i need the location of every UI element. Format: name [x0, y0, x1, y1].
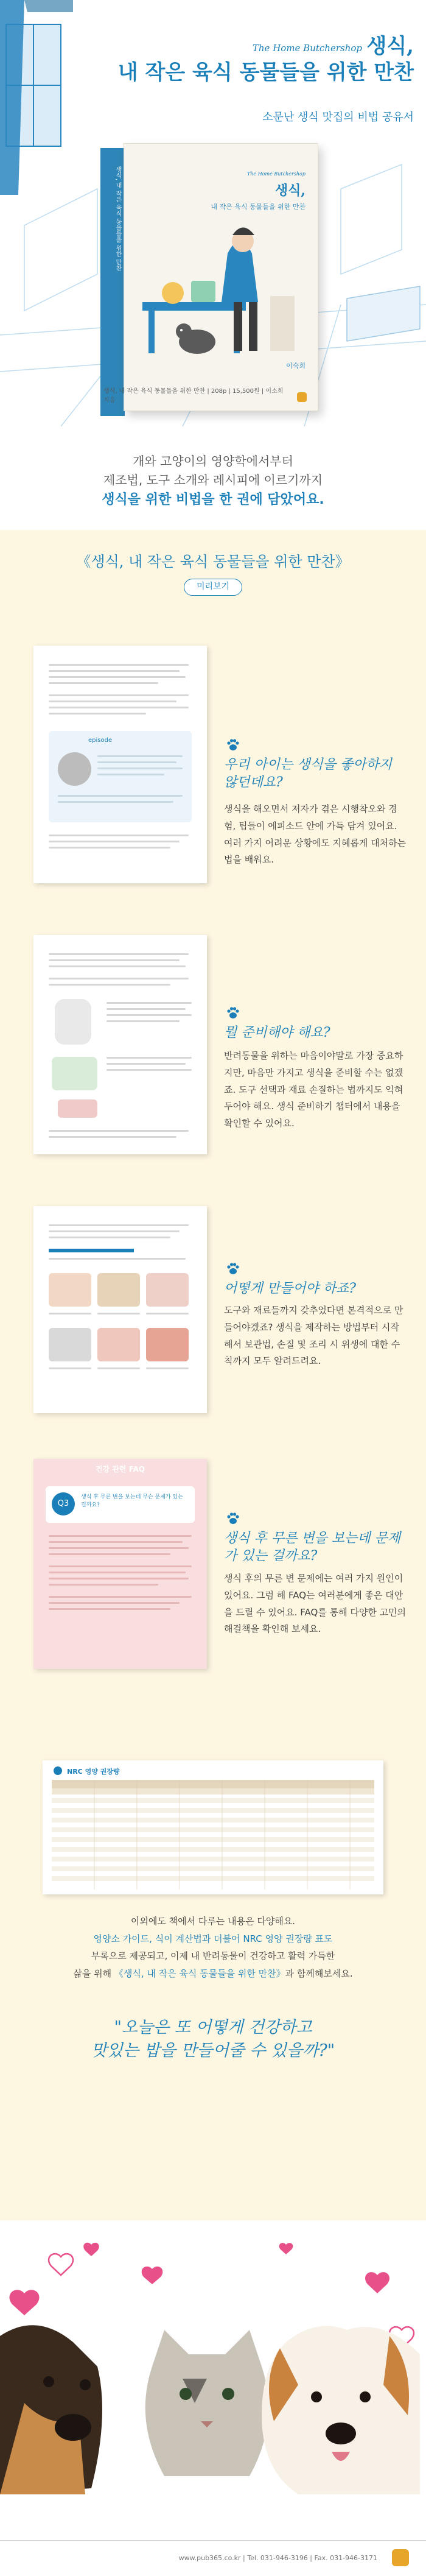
step-photo-4: [49, 1328, 91, 1361]
summary-line4-highlight: 《생식, 내 작은 육식 동물들을 위한 만찬》: [114, 1967, 285, 1979]
book-cover-title: [147, 180, 306, 211]
feature-1-body: 생식을 해오면서 저자가 겪은 시행착오와 경험, 팁들이 에피소드 안에 가득 담겨 있어요. 여러 가지 어려운 상황에도 지혜롭게 대처하는 법을 배워요.: [224, 803, 407, 866]
book-cover-title-sub: 내 작은 육식 동물들을 위한 만찬: [211, 203, 306, 211]
feature-4: [0, 1465, 426, 1706]
summary-line4: [0, 1965, 426, 1983]
step-photo-5: [97, 1328, 140, 1361]
feature-1: [0, 688, 426, 908]
feature-4-heading: 생식 후 무른 변을 보는데 문제가 있는 걸까요?: [224, 1531, 400, 1564]
publisher-logo: [297, 392, 307, 402]
hero-title-line2: 내 작은 육식 동물들을 위한 만찬: [117, 60, 414, 85]
closing-quote: [0, 2016, 426, 2063]
blender-photo: [55, 999, 91, 1045]
feature-2-body: 반려동물을 위하는 마음이야말로 가장 중요하지만, 마음만 가지고 생식을 준비할 수는 없겠죠. 도구 선택과 재료 손질하는 법까지도 익혀두어야 해요. 생식 준비하기 챕터에서 내용을 확인할 수 있어요.: [224, 1050, 403, 1129]
book-spine-text: 생식, 내 작은 육식 동물들을 위한 만찬: [114, 166, 121, 272]
feature-3-heading: 어떻게 만들어야 하죠?: [224, 1281, 357, 1296]
step-photo-3: [146, 1273, 189, 1307]
closing-quote-line2: 맛있는 밥을 만들어줄 수 있을까?": [91, 2041, 335, 2060]
summary-line4-pre: 삶을 위해: [73, 1967, 114, 1979]
feature-2: [0, 969, 426, 1188]
footer: [0, 2540, 426, 2576]
summary-line4-post: 과 함께해보세요.: [285, 1967, 353, 1979]
feature-1-thumbnail: [33, 646, 207, 883]
feature-3: [0, 1237, 426, 1456]
book-front: [124, 143, 318, 411]
faq-question: 생식 후 무른 변을 보는데 무슨 문제가 있는 걸까요?: [81, 1494, 183, 1508]
tool-photo: [52, 1057, 97, 1090]
paw-icon: [225, 1511, 241, 1526]
publisher-logo: [392, 2549, 409, 2566]
feature-3-body: 도구와 재료들까지 갖추었다면 본격적으로 만들어야겠죠? 생식을 제작하는 방법부터 시작해서 보관법, 손질 및 조리 시 위생에 대한 수칙까지 모두 알려드려요.: [224, 1305, 403, 1367]
faq-header: 건강 관련 FAQ: [95, 1465, 145, 1473]
intro-section: [0, 426, 426, 521]
footer-contact: www.pub365.co.kr | Tel. 031-946-3196 | Fax. 031-946-3171: [178, 2554, 377, 2562]
pets-photo: [0, 2220, 426, 2494]
intro-line1: 개와 고양이의 영양학에서부터: [133, 454, 293, 468]
summary-line3: 부록으로 제공되고, 이제 내 반려동물이 건강하고 활력 가득한: [91, 1950, 335, 1961]
faq-number: Q3: [52, 1492, 75, 1516]
nrc-table-thumbnail: [43, 1760, 383, 1894]
book-spine: [100, 148, 125, 416]
paw-icon: [225, 737, 241, 753]
book-author: 이숙희: [286, 362, 306, 370]
step-photo-6: [146, 1328, 189, 1361]
hero-title-line1: 생식,: [366, 34, 414, 58]
cat-photo: [58, 752, 91, 786]
brand-english: The Home Butchershop: [252, 43, 362, 54]
nrc-table-grid: [52, 1780, 374, 1890]
paw-icon: [225, 1005, 241, 1021]
book-cover-title-main: 생식,: [274, 183, 306, 199]
feature-4-body: 생식 후의 무른 변 문제에는 여러 가지 원인이 있어요. 그럼 해 FAQ는 여러분에게 좋은 대안을 드릴 수 있어요. FAQ를 통해 다양한 고민의 해결책을 확인해 보세요.: [224, 1573, 407, 1635]
preview-section: [0, 530, 426, 2223]
feature-1-heading: 우리 아이는 생식을 좋아하지 않던데요?: [224, 757, 393, 790]
meat-photo: [58, 1099, 97, 1118]
nrc-table-title: NRC 영양 권장량: [67, 1768, 120, 1776]
cover-illustration: [136, 217, 307, 357]
hero-title: [97, 34, 414, 85]
closing-quote-line1: "오늘은 또 어떻게 건강하고: [114, 2018, 312, 2037]
preview-pill: 미리보기: [184, 579, 242, 596]
book-cover-image: [100, 143, 323, 420]
feature-2-thumbnail: [33, 935, 207, 1154]
intro-line2: 제조법, 도구 소개와 레시피에 이르기까지: [103, 473, 323, 487]
hero-section: [0, 0, 426, 426]
paw-icon: [225, 1261, 241, 1277]
feature-4-thumbnail: [33, 1459, 207, 1669]
summary-line2: 영양소 가이드, 식이 계산법과 더불어 NRC 영양 권장량 표도: [93, 1933, 333, 1944]
book-cover-brand: The Home Butchershop: [246, 171, 306, 177]
episode-badge: episode: [88, 737, 113, 744]
feature-2-heading: 뭘 준비해야 해요?: [224, 1025, 330, 1040]
summary-line1: 이외에도 책에서 다루는 내용은 다양해요.: [130, 1916, 296, 1927]
step-photo-1: [49, 1273, 91, 1307]
feature-3-thumbnail: [33, 1206, 207, 1413]
summary-block: [0, 1913, 426, 1982]
step-photo-2: [97, 1273, 140, 1307]
book-caption: 생식, 내 작은 육식 동물들을 위한 만찬 | 208p | 15,500원 | 이소희 지음: [103, 388, 284, 404]
intro-line3: 생식을 위한 비법을 한 권에 담았어요.: [102, 492, 324, 507]
hero-subtitle: 소문난 생식 맛집의 비법 공유서: [262, 111, 414, 124]
preview-section-title: 《생식, 내 작은 육식 동물들을 위한 만찬》: [76, 553, 350, 570]
